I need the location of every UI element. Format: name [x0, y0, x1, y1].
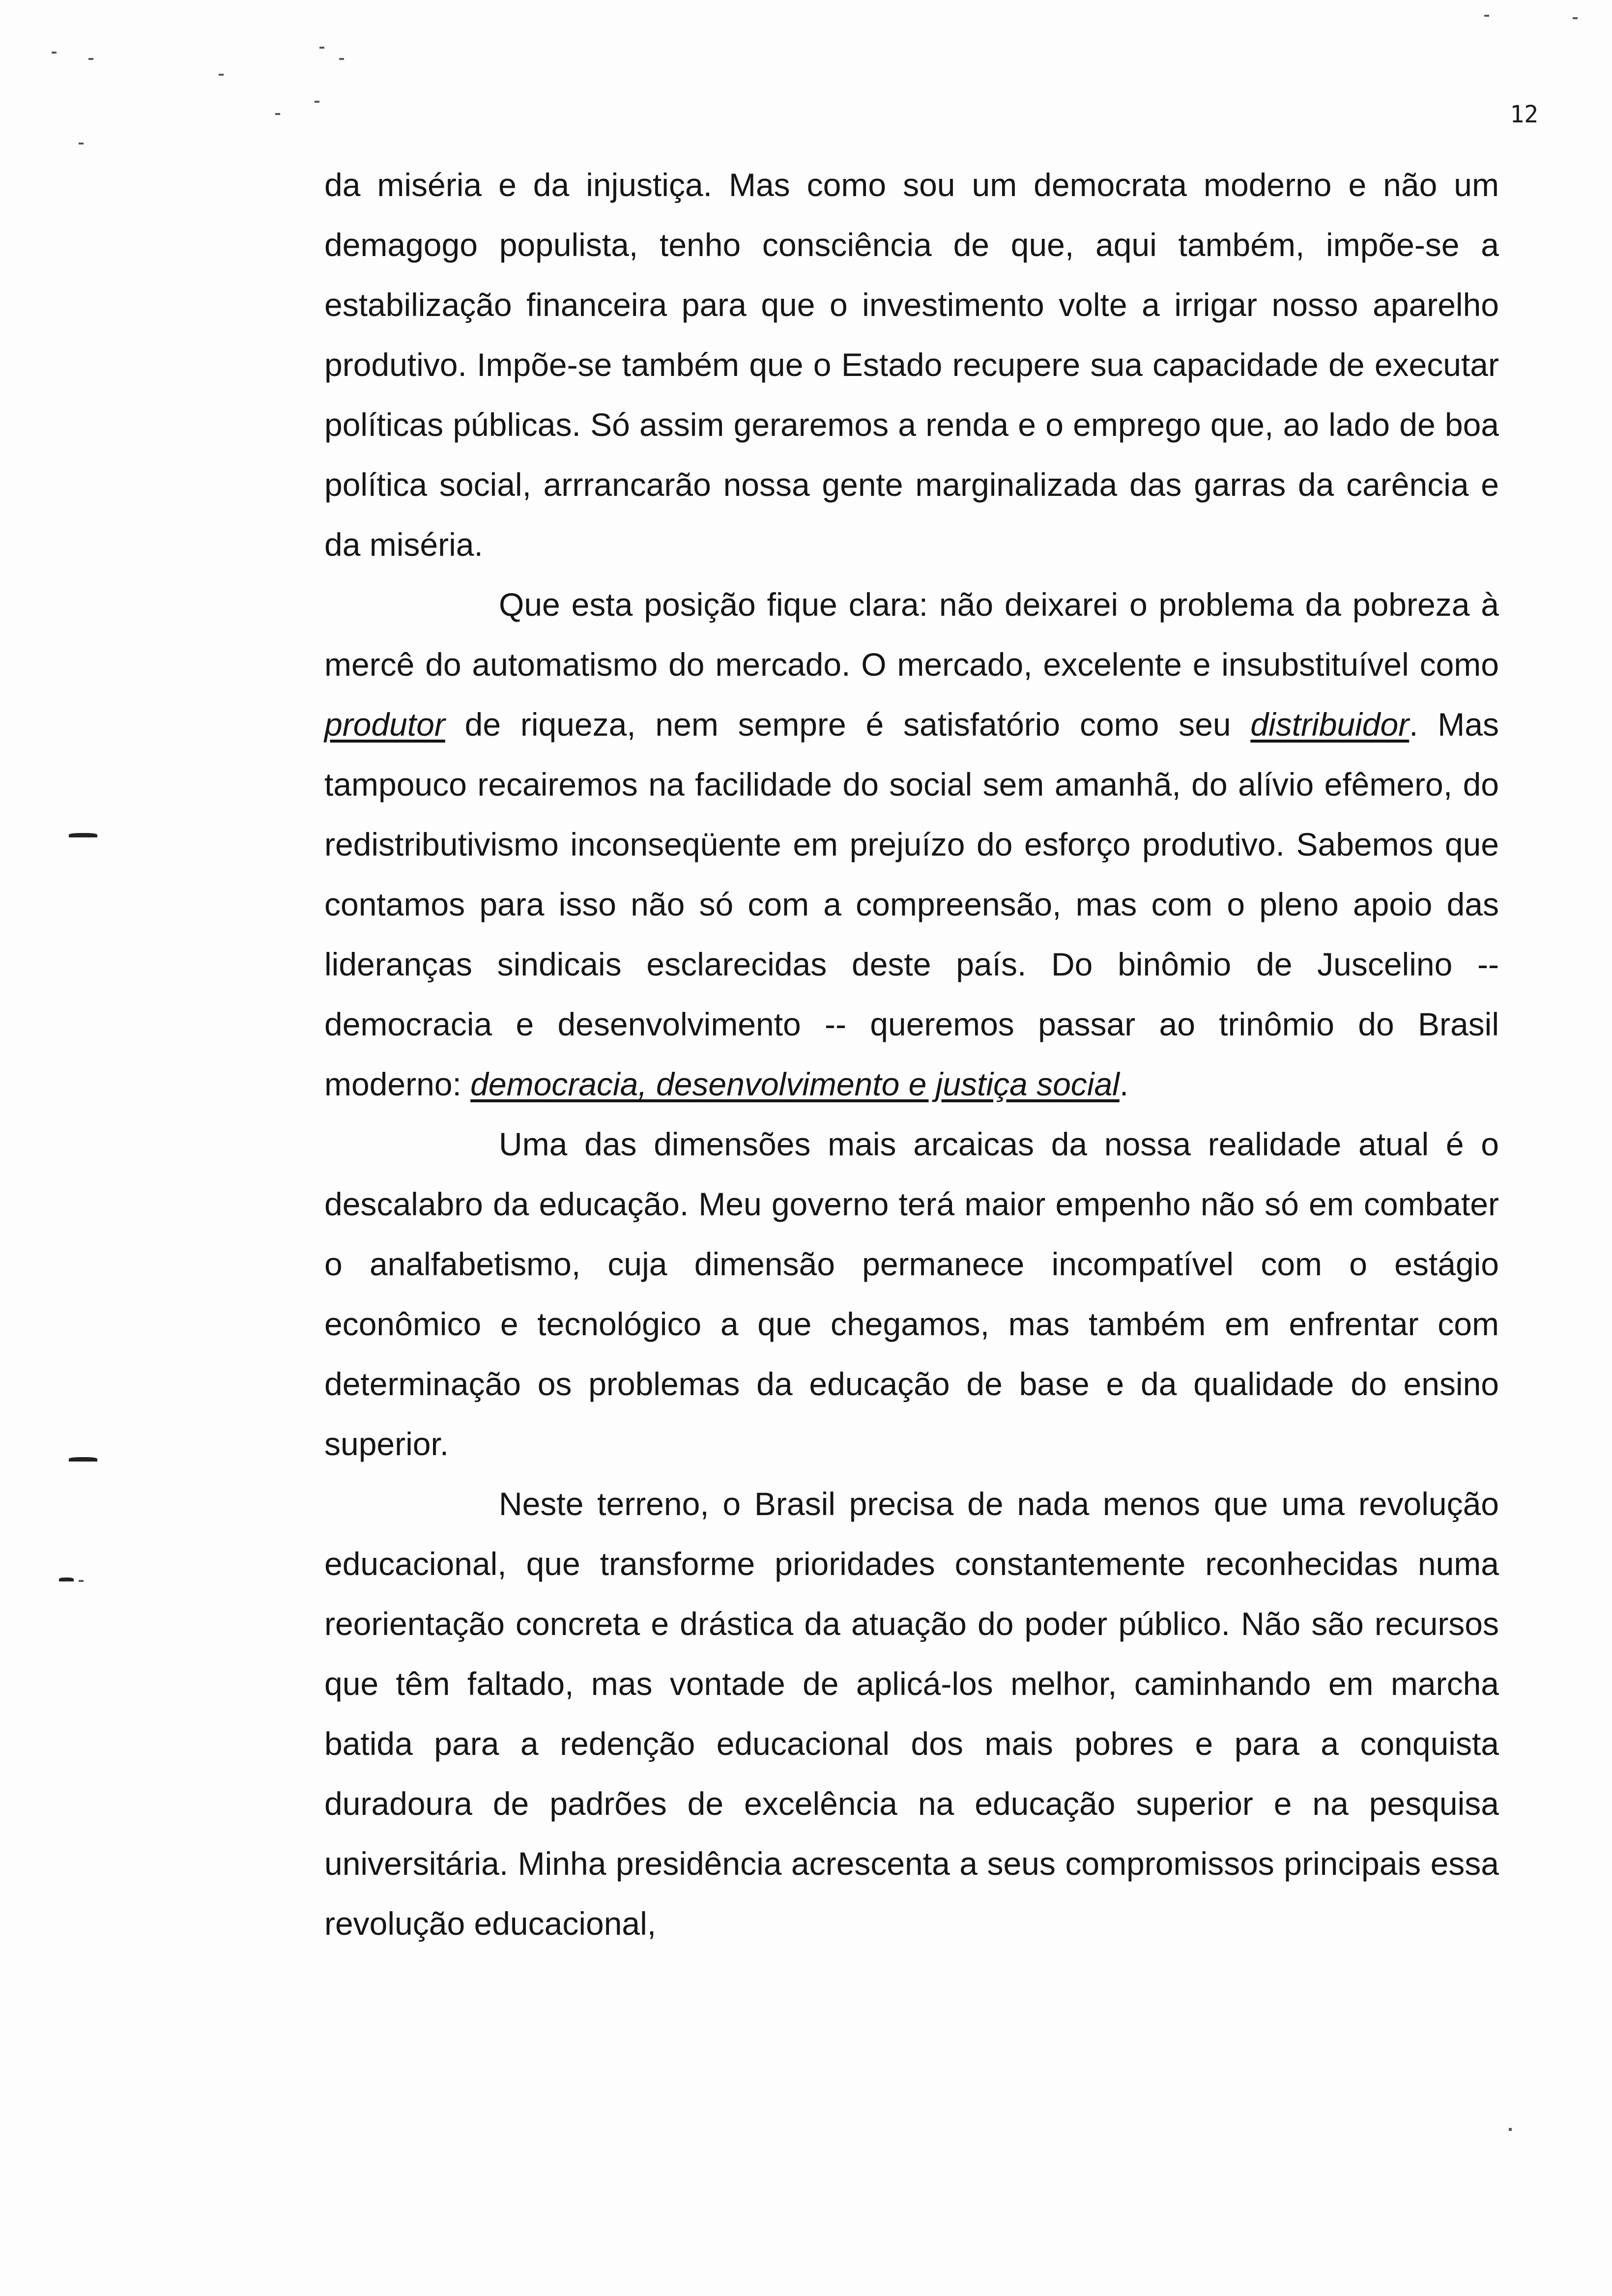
paragraph-text: Que esta posição fique clara: não deixarei o problema da pobreza à mercê do automatismo do mercado. O mercado, excelente e insubstituível como — [324, 586, 1499, 683]
scan-speck — [315, 101, 319, 103]
paragraph-text: . — [1119, 1066, 1129, 1102]
paragraph-text: de riqueza, nem sempre é satisfatório como seu — [445, 706, 1251, 743]
scan-speck — [52, 52, 57, 54]
scan-mark — [69, 833, 97, 837]
scan-speck — [219, 74, 224, 76]
emphasis-text: produtor — [324, 706, 445, 743]
paragraph — [324, 1474, 1499, 1953]
scan-mark — [69, 1457, 97, 1462]
paragraph — [324, 1114, 1499, 1474]
scan-speck — [79, 1580, 84, 1582]
scan-speck — [1509, 2128, 1512, 2131]
body-text — [324, 155, 1499, 1953]
paragraph — [324, 574, 1499, 1114]
scan-speck — [319, 47, 324, 49]
scan-mark — [59, 1578, 74, 1581]
scan-speck — [79, 143, 84, 144]
emphasis-text: democracia, desenvolvimento e justiça social — [470, 1066, 1120, 1102]
paragraph — [324, 155, 1499, 574]
scan-speck — [88, 58, 93, 60]
paragraph-text: . Mas tampouco recairemos na facilidade do social sem amanhã, do alívio efêmero, do redistributivismo inconseqüente em prejuízo do esforço produtivo. Sabemos que contamos para isso não só com a compreensão, mas com o pleno apoio das lideranças sindicais esclarecidas deste país. Do binômio de Juscelino -- democracia e desenvolvimento -- queremos passar ao trinômio do Brasil moderno: — [324, 706, 1499, 1102]
emphasis-text: distribuidor — [1250, 706, 1410, 743]
scan-speck — [275, 113, 280, 115]
paragraph-text: da miséria e da injustiça. Mas como sou um democrata moderno e não um demagogo populista, tenho consciência de que, aqui também, impõe-se a estabilização financeira para que o investimento volte a irrigar nosso aparelho produtivo. Impõe-se também que o Estado recupere sua capacidade de executar políticas públicas. Só assim geraremos a renda e o emprego que, ao lado de boa política social, arrrancarão nossa gente marginalizada das garras da carência e da miséria. — [324, 167, 1499, 563]
page-number: 12 — [1510, 101, 1538, 128]
scan-speck — [339, 58, 344, 60]
scan-speck — [1573, 17, 1578, 19]
scan-speck — [1484, 15, 1489, 17]
paragraph-text: Neste terreno, o Brasil precisa de nada menos que uma revolução educacional, que transforme prioridades constantemente reconhecidas numa reorientação concreta e drástica da atuação do poder público. Não são recursos que têm faltado, mas vontade de aplicá-los melhor, caminhando em marcha batida para a redenção educacional dos mais pobres e para a conquista duradoura de padrões de excelência na educação superior e na pesquisa universitária. Minha presidência acrescenta a seus compromissos principais essa revolução educacional, — [324, 1486, 1499, 1942]
paragraph-text: Uma das dimensões mais arcaicas da nossa realidade atual é o descalabro da educação. Meu governo terá maior empenho não só em combater o analfabetismo, cuja dimensão permanece incompatível com o estágio econômico e tecnológico a que chegamos, mas também em enfrentar com determinação os problemas da educação de base e da qualidade do ensino superior. — [324, 1126, 1499, 1462]
